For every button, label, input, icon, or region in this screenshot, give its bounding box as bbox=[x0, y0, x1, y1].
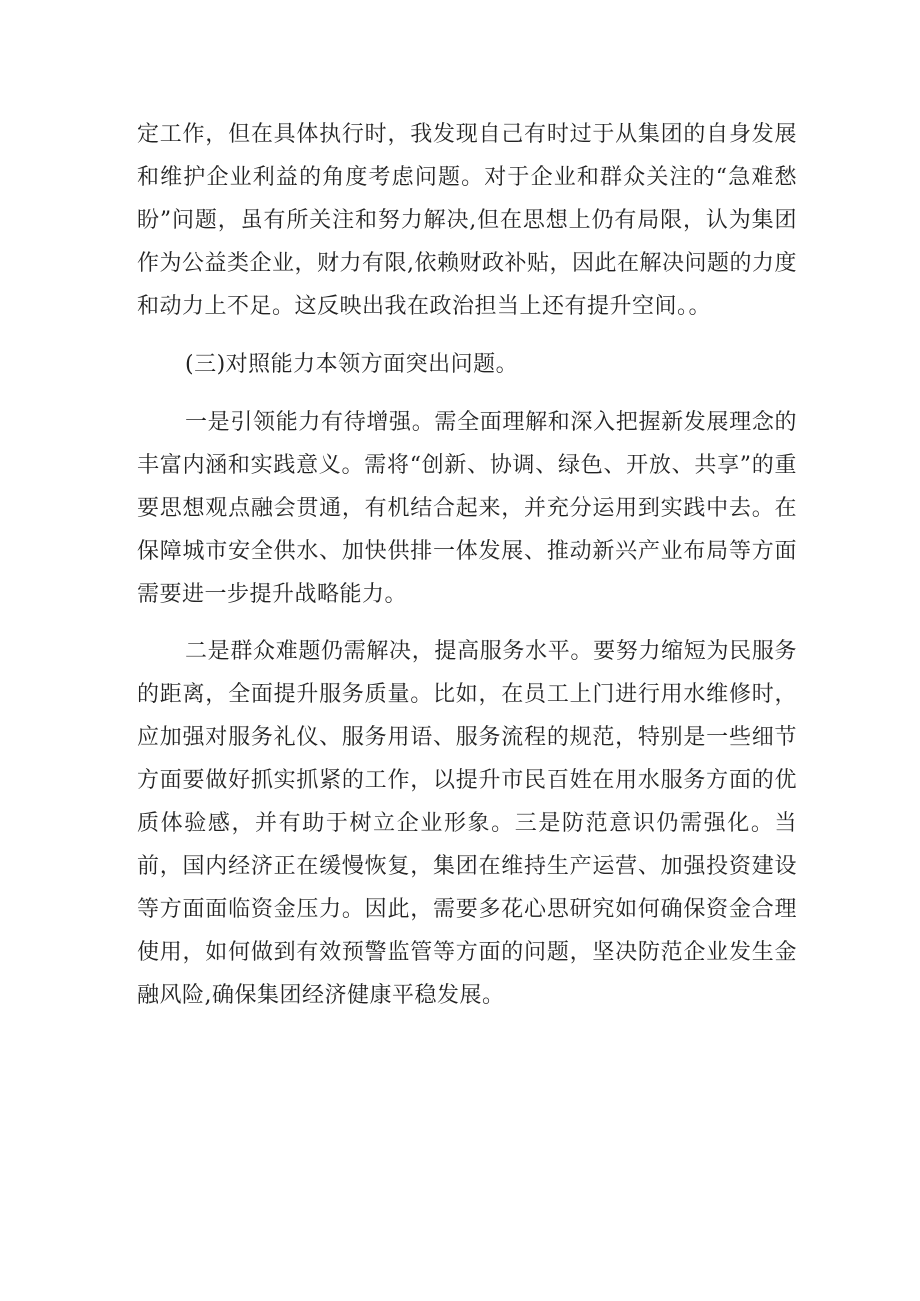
paragraph-continuation: 定工作，但在具体执行时，我发现自己有时过于从集团的自身发展和维护企业利益的角度考虑问题。对于企业和群众关注的“急难愁盼”问题，虽有所关注和努力解决,但在思想上仍有局限，认为集团作为公益类企业，财力有限,依赖财政补贴，因此在解决问题的力度和动力上不足。这反映出我在政治担当上还有提升空间。。 bbox=[137, 122, 797, 319]
section-heading: (三)对照能力本领方面突出问题。 bbox=[185, 352, 519, 377]
paragraph-leadership: 一是引领能力有待增强。需全面理解和深入把握新发展理念的丰富内涵和实践意义。需将“创新、协调、绿色、开放、共享”的重要思想观点融会贯通，有机结合起来，并充分运用到实践中去。在保障城市安全供水、加快供排一体发展、推动新兴产业布局等方面需要进一步提升战略能力。 bbox=[137, 410, 797, 607]
paragraph-service: 二是群众难题仍需解决，提高服务水平。要努力缩短为民服务的距离，全面提升服务质量。比如，在员工上门进行用水维修时，应加强对服务礼仪、服务用语、服务流程的规范，特别是一些细节方面要做好抓实抓紧的工作，以提升市民百姓在用水服务方面的优质体验感，并有助于树立企业形象。三是防范意识仍需强化。当前，国内经济正在缓慢恢复，集团在维持生产运营、加强投资建设等方面面临资金压力。因此，需要多花心思研究如何确保资金合理使用，如何做到有效预警监管等方面的问题，坚决防范企业发生金融风险,确保集团经济健康平稳发展。 bbox=[137, 639, 797, 1008]
document-body bbox=[137, 113, 797, 1017]
